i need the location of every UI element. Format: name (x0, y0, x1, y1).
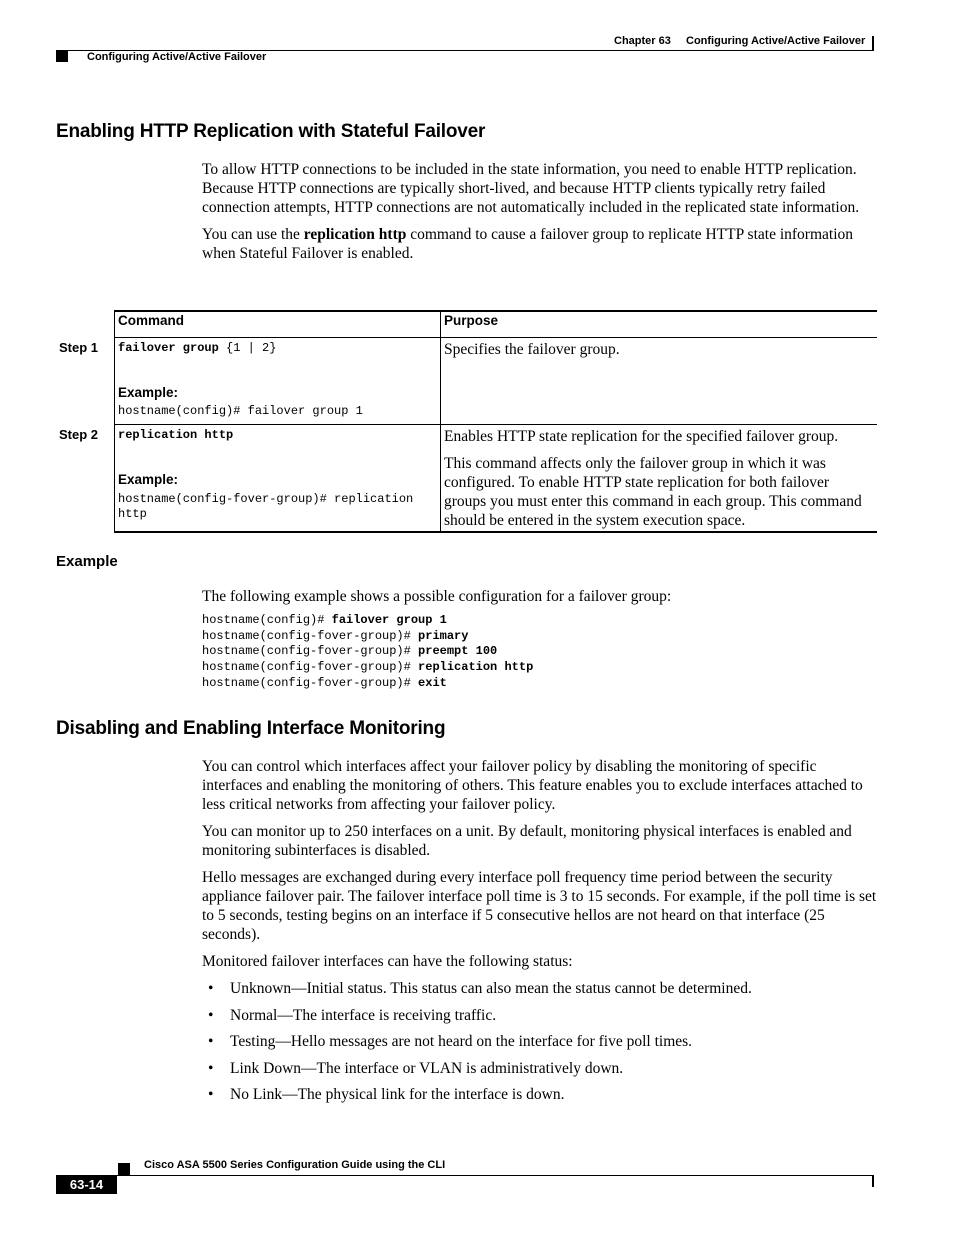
command-example: hostname(config-fover-group)# replication http (118, 492, 414, 521)
list-item: • No Link—The physical link for the interface is down. (208, 1086, 565, 1103)
footer-black-tab (118, 1163, 130, 1175)
command-syntax: replication http (118, 428, 234, 442)
header-vertical-rule (872, 36, 874, 50)
code-line: hostname(config-fover-group)# preempt 100 (202, 644, 498, 659)
step-label: Step 2 (59, 427, 99, 442)
paragraph: To allow HTTP connections to be included in the state information, you need to enable HTTP replication. Because HTTP connections are typically short-lived, and because HTTP clients typically retry failed connection attempts, HTTP connections are not automatically included in the replicated state information. (202, 161, 860, 216)
table-header-rule (114, 337, 877, 338)
paragraph: You can use the replication http command to cause a failover group to replicate HTTP state information when Stateful Failover is enabled. (202, 226, 853, 262)
paragraph: Hello messages are exchanged during every interface poll frequency time period between the security appliance failover pair. The failover interface poll time is 3 to 15 seconds. For example, if the poll time is set to 5 seconds, testing begins on an interface if 5 consecutive hellos are not heard on that interface (25 seconds). (202, 869, 877, 943)
example-heading: Example (56, 553, 118, 570)
header-chapter: Chapter 63 (614, 35, 671, 47)
table-left-rule (114, 311, 115, 533)
footer-rule (56, 1175, 874, 1176)
code-line: hostname(config-fover-group)# exit (202, 675, 447, 690)
example-label: Example: (118, 472, 179, 487)
section-title-interface-monitoring: Disabling and Enabling Interface Monitoring (56, 718, 446, 739)
example-label: Example: (118, 385, 179, 400)
header-running-title: Configuring Active/Active Failover (87, 51, 267, 63)
header-chapter-title: Configuring Active/Active Failover (686, 35, 866, 47)
command-syntax: failover group {1 | 2} (118, 341, 277, 355)
column-header-purpose: Purpose (444, 313, 499, 328)
paragraph: Monitored failover interfaces can have the following status: (202, 953, 573, 970)
table-column-rule (440, 311, 441, 533)
list-item: • Testing—Hello messages are not heard on the interface for five poll times. (208, 1033, 693, 1050)
code-line: hostname(config-fover-group)# replication http (202, 660, 534, 675)
step-label: Step 1 (59, 340, 99, 355)
page-number: 63-14 (69, 1177, 104, 1192)
list-item: • Normal—The interface is receiving traffic. (208, 1006, 497, 1024)
example-intro: The following example shows a possible configuration for a failover group: (202, 588, 672, 605)
section1-body (202, 160, 877, 271)
purpose-text: Enables HTTP state replication for the specified failover group. This command affects only the failover group in which it was configured. To enable HTTP state replication for both failover groups you must enter this command in each group. This command should be entered in the system execution space. (444, 428, 862, 529)
header-black-tab (56, 51, 68, 62)
page-number-box (56, 1176, 117, 1194)
status-list (202, 979, 877, 1104)
column-header-command: Command (118, 313, 185, 328)
code-block (202, 613, 533, 691)
section-title-http-replication: Enabling HTTP Replication with Stateful Failover (56, 121, 486, 142)
table-row-rule (114, 424, 877, 425)
table-top-rule (114, 310, 877, 312)
list-item: • Link Down—The interface or VLAN is administratively down. (208, 1059, 624, 1077)
paragraph: You can monitor up to 250 interfaces on a unit. By default, monitoring physical interfaces is enabled and monitoring subinterfaces is disabled. (202, 823, 852, 859)
purpose-text: Specifies the failover group. (444, 341, 620, 358)
inline-command: replication http (303, 226, 407, 243)
footer-book-title: Cisco ASA 5500 Series Configuration Guide using the CLI (144, 1159, 446, 1171)
code-line: hostname(config-fover-group)# primary (202, 628, 469, 643)
list-item: • Unknown—Initial status. This status can also mean the status cannot be determined. (208, 980, 752, 997)
code-line: hostname(config)# failover group 1 (202, 613, 447, 627)
command-example: hostname(config)# failover group 1 (118, 404, 363, 418)
footer-vertical-rule (872, 1175, 874, 1187)
section2-body (202, 757, 877, 1112)
paragraph: You can control which interfaces affect your failover policy by disabling the monitoring of specific interfaces and enabling the monitoring of others. This feature enables you to exclude interfaces attached to less critical networks from affecting your failover policy. (202, 758, 863, 813)
